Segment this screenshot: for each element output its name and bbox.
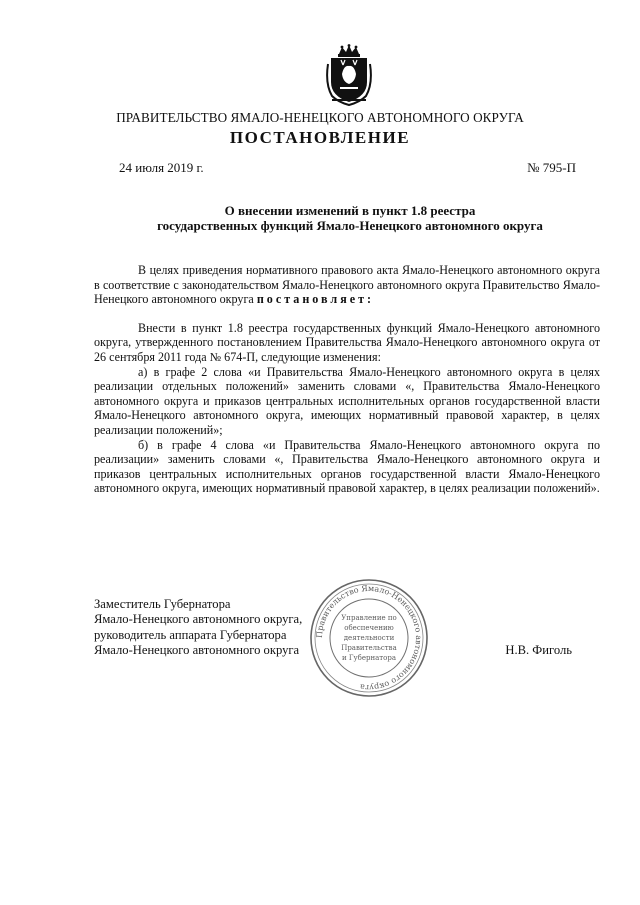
signer-line: Заместитель Губернатора	[94, 597, 231, 611]
item-a-paragraph: а) в графе 2 слова «и Правительства Ямало-Ненецкого автономного округа в целях реализации отдельных положений» заменить словами «, Правительства Ямало-Ненецкого автономного округа и приказов центральных исполнительных органов государственной власти Ямало-Ненецкого автономного округа, имеющих нормативный правовой характер, в целях реализации положений»;	[94, 364, 600, 437]
official-seal-stamp	[307, 576, 431, 700]
preamble-text: В целях приведения нормативного правового акта Ямало-Ненецкого автономного округа в соответствие с законодательством Ямало-Ненецкого автономного округа Правительство Ямало-Ненецкого автономного округа	[94, 263, 600, 307]
stamp-center-line: и Губернатора	[341, 654, 397, 662]
signer-line: руководитель аппарата Губернатора	[94, 627, 287, 642]
stamp-ring-text: Правительство Ямало-Ненецкого автономного округа	[314, 583, 424, 693]
stamp-center-line: обеспечению	[344, 624, 394, 632]
subject-line: О внесении изменений в пункт 1.8 реестра	[224, 203, 476, 218]
signer-line: Ямало-Ненецкого автономного округа,	[94, 612, 303, 627]
signer-title	[94, 597, 302, 658]
subject-line: государственных функций Ямало-Ненецкого автономного округа	[157, 218, 543, 233]
intro-paragraph: Внести в пункт 1.8 реестра государственных функций Ямало-Ненецкого автономного округа, утвержденного постановлением Правительства Ямало-Ненецкого автономного округа от 26 сентября 2011 года № 674-П, следующие изменения:	[94, 320, 600, 364]
document-type-title: ПОСТАНОВЛЕНИЕ	[229, 128, 411, 147]
document-date: 24 июля 2019 г.	[119, 160, 204, 175]
government-name: ПРАВИТЕЛЬСТВО ЯМАЛО-НЕНЕЦКОГО АВТОНОМНОГО ОКРУГА	[116, 110, 524, 125]
stamp-center-line: Управление по	[341, 614, 397, 622]
preamble-paragraph	[94, 263, 600, 307]
yamal-coat-of-arms-icon	[322, 44, 376, 106]
decree-word: постановляет:	[256, 292, 375, 307]
document-body	[94, 263, 600, 496]
signer-line: Ямало-Ненецкого автономного округа	[94, 642, 300, 657]
signer-name: Н.В. Фиголь	[505, 643, 572, 657]
item-b-paragraph: б) в графе 4 слова «и Правительства Ямало-Ненецкого автономного округа по реализации» заменить словами «, Правительства Ямало-Ненецкого автономного округа и приказов центральных исполнительных органов государственной власти Ямало-Ненецкого автономного округа, имеющих нормативный правовой характер, в целях реализации положений».	[94, 437, 600, 496]
document-subject	[100, 203, 600, 233]
document-number: № 795-П	[527, 160, 576, 175]
stamp-center-line: деятельности	[343, 634, 395, 642]
stamp-center-line: Правительства	[341, 644, 397, 652]
